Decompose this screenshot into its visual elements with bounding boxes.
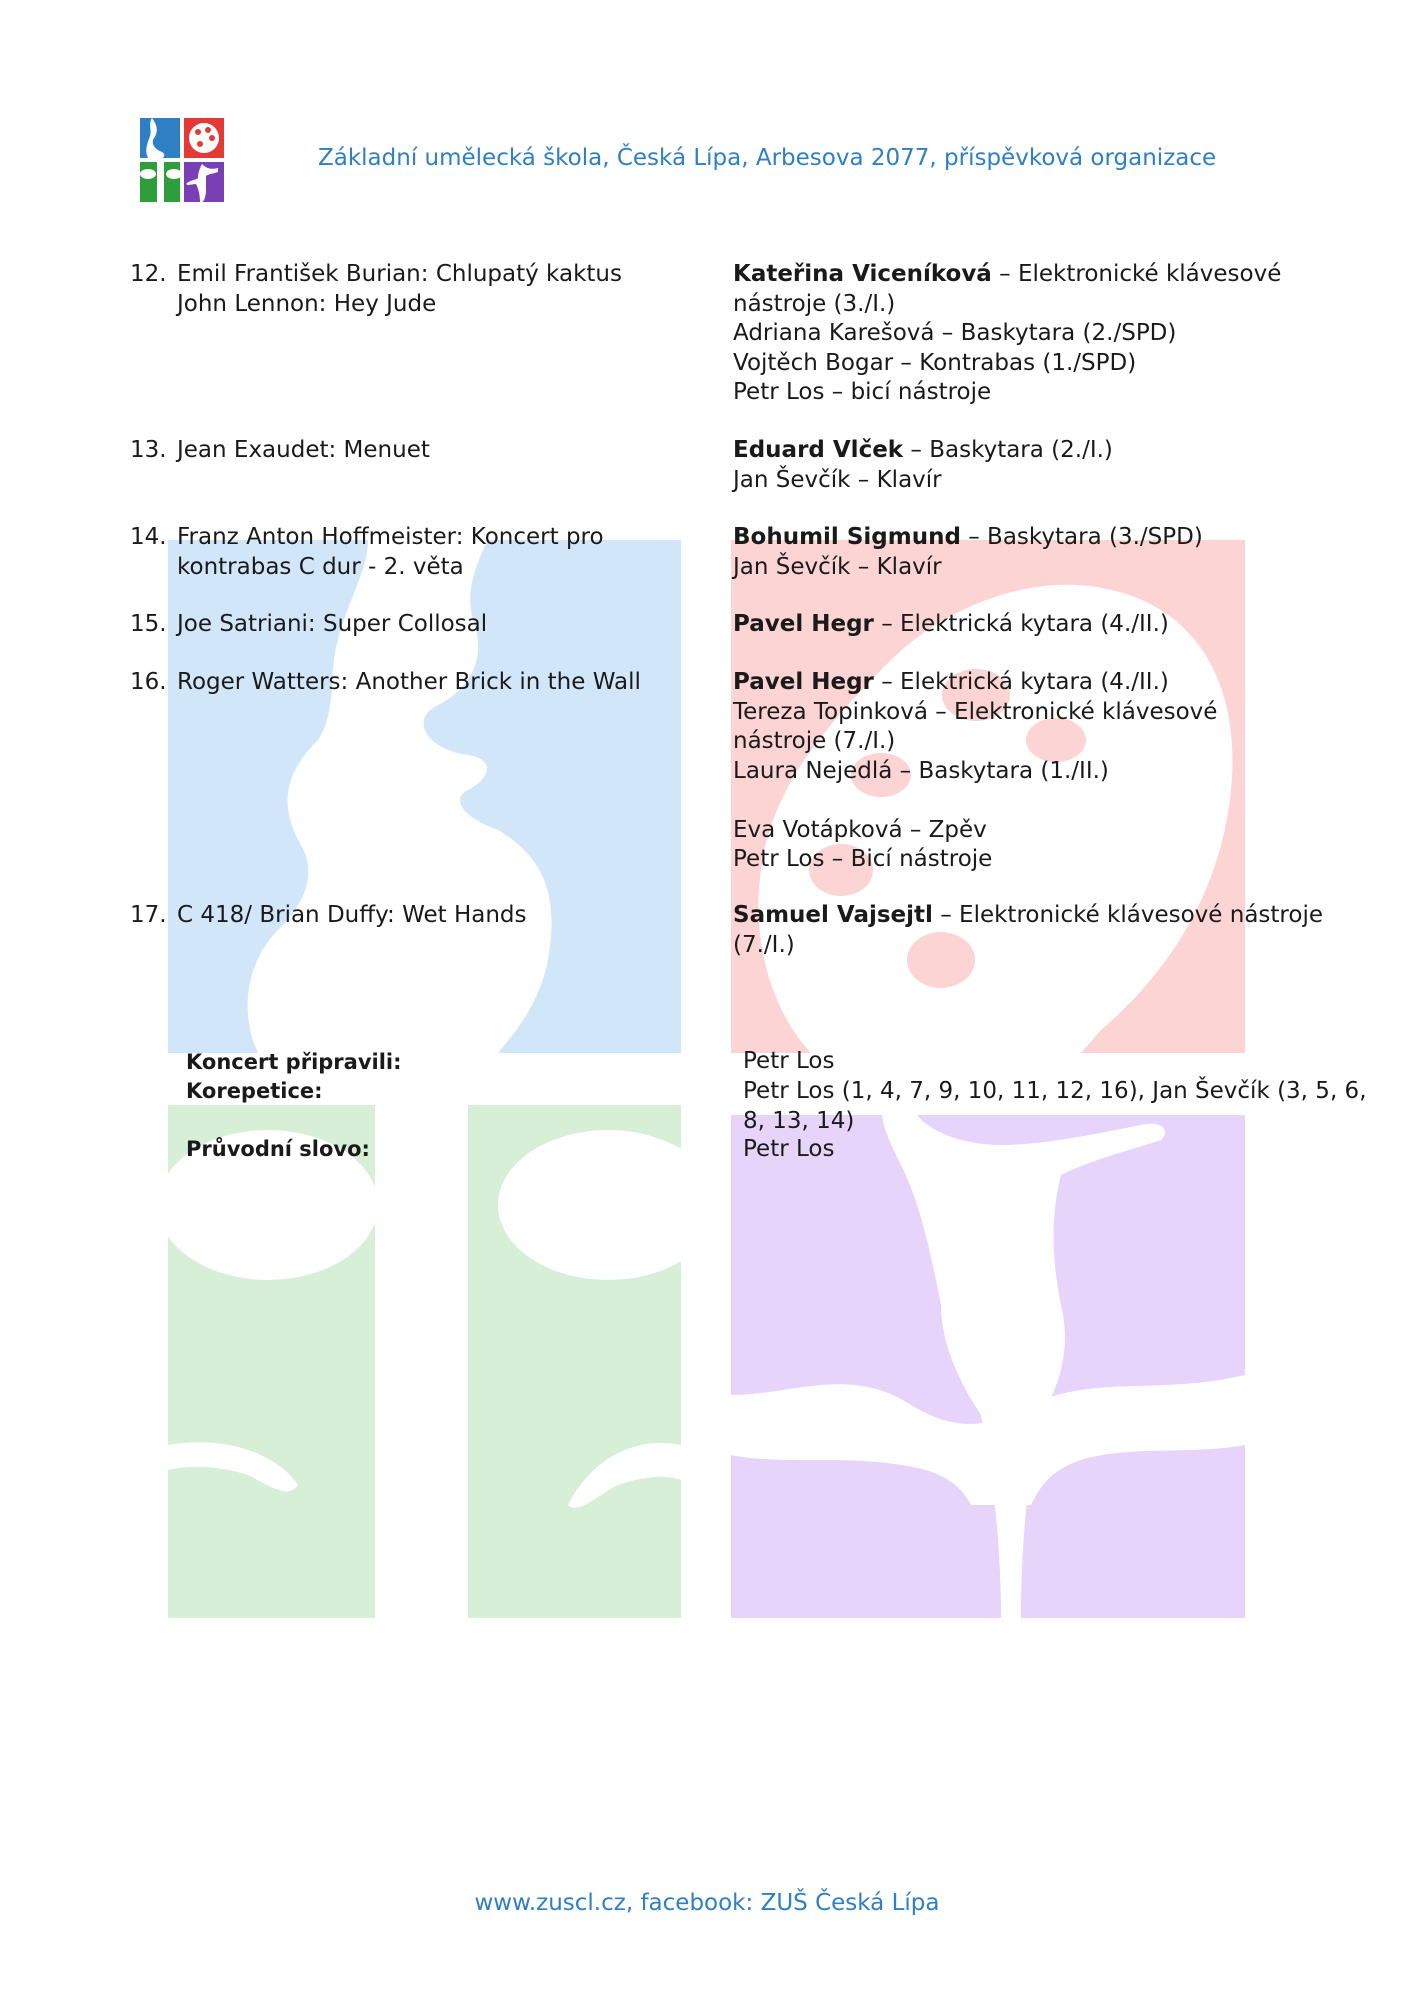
entry-pieces xyxy=(177,260,667,319)
performer-line: Laura Nejedlá – Baskytara (1./II.) xyxy=(733,757,1109,784)
performer-line xyxy=(733,523,1313,553)
entry-number: 14. xyxy=(130,524,167,550)
performer-line: nástroje (7./I.) xyxy=(733,728,896,754)
piece-title: John Lennon: Hey Jude xyxy=(177,290,437,317)
credit-prepared-value: Petr Los xyxy=(743,1048,835,1074)
entry-performers xyxy=(733,436,1313,495)
entry-performers xyxy=(733,901,1323,960)
performer-detail: – Baskytara (2./I.) xyxy=(903,437,1113,463)
credit-korepetice-label: Korepetice: xyxy=(186,1079,323,1103)
entry-pieces xyxy=(177,436,667,466)
performer-line xyxy=(733,786,1313,816)
entry-number: 17. xyxy=(130,902,167,928)
performer-detail: – Elektronické klávesové nástroje xyxy=(932,902,1323,928)
credit-prepared-label: Koncert připravili: xyxy=(186,1050,402,1074)
performer-line: Tereza Topinková – Elektronické klávesové xyxy=(733,698,1218,725)
performer-line xyxy=(733,901,1323,931)
entry-number: 16. xyxy=(130,669,167,695)
performer-line xyxy=(733,260,1313,290)
piece-title: Franz Anton Hoffmeister: Koncert pro xyxy=(177,524,604,550)
performer-line: Jan Ševčík – Klavír xyxy=(733,466,942,493)
entry-number: 12. xyxy=(130,261,167,287)
performer-name: Eduard Vlček xyxy=(733,437,904,463)
header-title: Základní umělecká škola, Česká Lípa, Arbesova 2077, příspěvková organizace xyxy=(318,145,1217,171)
performer-name: Samuel Vajsejtl xyxy=(733,902,933,928)
piece-title: kontrabas C dur - 2. věta xyxy=(177,553,464,580)
entry-pieces xyxy=(177,668,667,698)
piece-title: Jean Exaudet: Menuet xyxy=(177,437,430,463)
piece-title: C 418/ Brian Duffy: Wet Hands xyxy=(177,902,527,928)
performer-line xyxy=(733,668,1313,698)
watermark-dancer xyxy=(731,1105,1245,1618)
credit-slovo-value: Petr Los xyxy=(743,1136,835,1162)
performer-line xyxy=(733,610,1313,640)
watermark-theatre-masks xyxy=(168,1105,681,1618)
performer-detail: – Elektrická kytara (4./II.) xyxy=(873,611,1169,637)
performer-name: Pavel Hegr xyxy=(733,611,874,637)
entry-performers xyxy=(733,260,1313,408)
entry-number: 15. xyxy=(130,611,167,637)
performer-line: Eva Votápková – Zpěv xyxy=(733,816,987,843)
piece-title: Roger Watters: Another Brick in the Wall xyxy=(177,669,641,695)
performer-line xyxy=(733,436,1313,466)
entry-pieces xyxy=(177,901,667,931)
entry-performers xyxy=(733,668,1313,875)
performer-name: Pavel Hegr xyxy=(733,669,874,695)
performer-line: Petr Los – bicí nástroje xyxy=(733,379,992,405)
piece-title: Joe Satriani: Super Collosal xyxy=(177,611,488,637)
footer-links: www.zuscl.cz, facebook: ZUŠ Česká Lípa xyxy=(474,1890,940,1916)
performer-line: Jan Ševčík – Klavír xyxy=(733,553,942,580)
credit-slovo-label: Průvodní slovo: xyxy=(186,1137,370,1161)
performer-line: Petr Los – Bicí nástroje xyxy=(733,846,993,872)
entry-pieces xyxy=(177,610,667,640)
credit-korepetice-value xyxy=(743,1077,1367,1136)
entry-performers xyxy=(733,523,1313,582)
performer-name: Bohumil Sigmund xyxy=(733,524,961,550)
entry-performers xyxy=(733,610,1313,640)
credit-korepetice-line: 8, 13, 14) xyxy=(743,1107,855,1134)
performer-detail: – Elektronické klávesové xyxy=(991,261,1282,287)
credit-korepetice-line: Petr Los (1, 4, 7, 9, 10, 11, 12, 16), Jan Ševčík (3, 5, 6, xyxy=(743,1078,1367,1104)
school-logo xyxy=(140,118,228,202)
performer-line: Vojtěch Bogar – Kontrabas (1./SPD) xyxy=(733,349,1137,376)
performer-name: Kateřina Viceníková xyxy=(733,261,992,287)
entry-pieces xyxy=(177,523,667,582)
piece-title: Emil František Burian: Chlupatý kaktus xyxy=(177,261,622,287)
performer-line: nástroje (3./I.) xyxy=(733,290,896,317)
performer-line: (7./I.) xyxy=(733,931,795,958)
performer-detail: – Baskytara (3./SPD) xyxy=(960,524,1203,550)
performer-detail: – Elektrická kytara (4./II.) xyxy=(873,669,1169,695)
entry-number: 13. xyxy=(130,437,167,463)
performer-line: Adriana Karešová – Baskytara (2./SPD) xyxy=(733,320,1177,346)
